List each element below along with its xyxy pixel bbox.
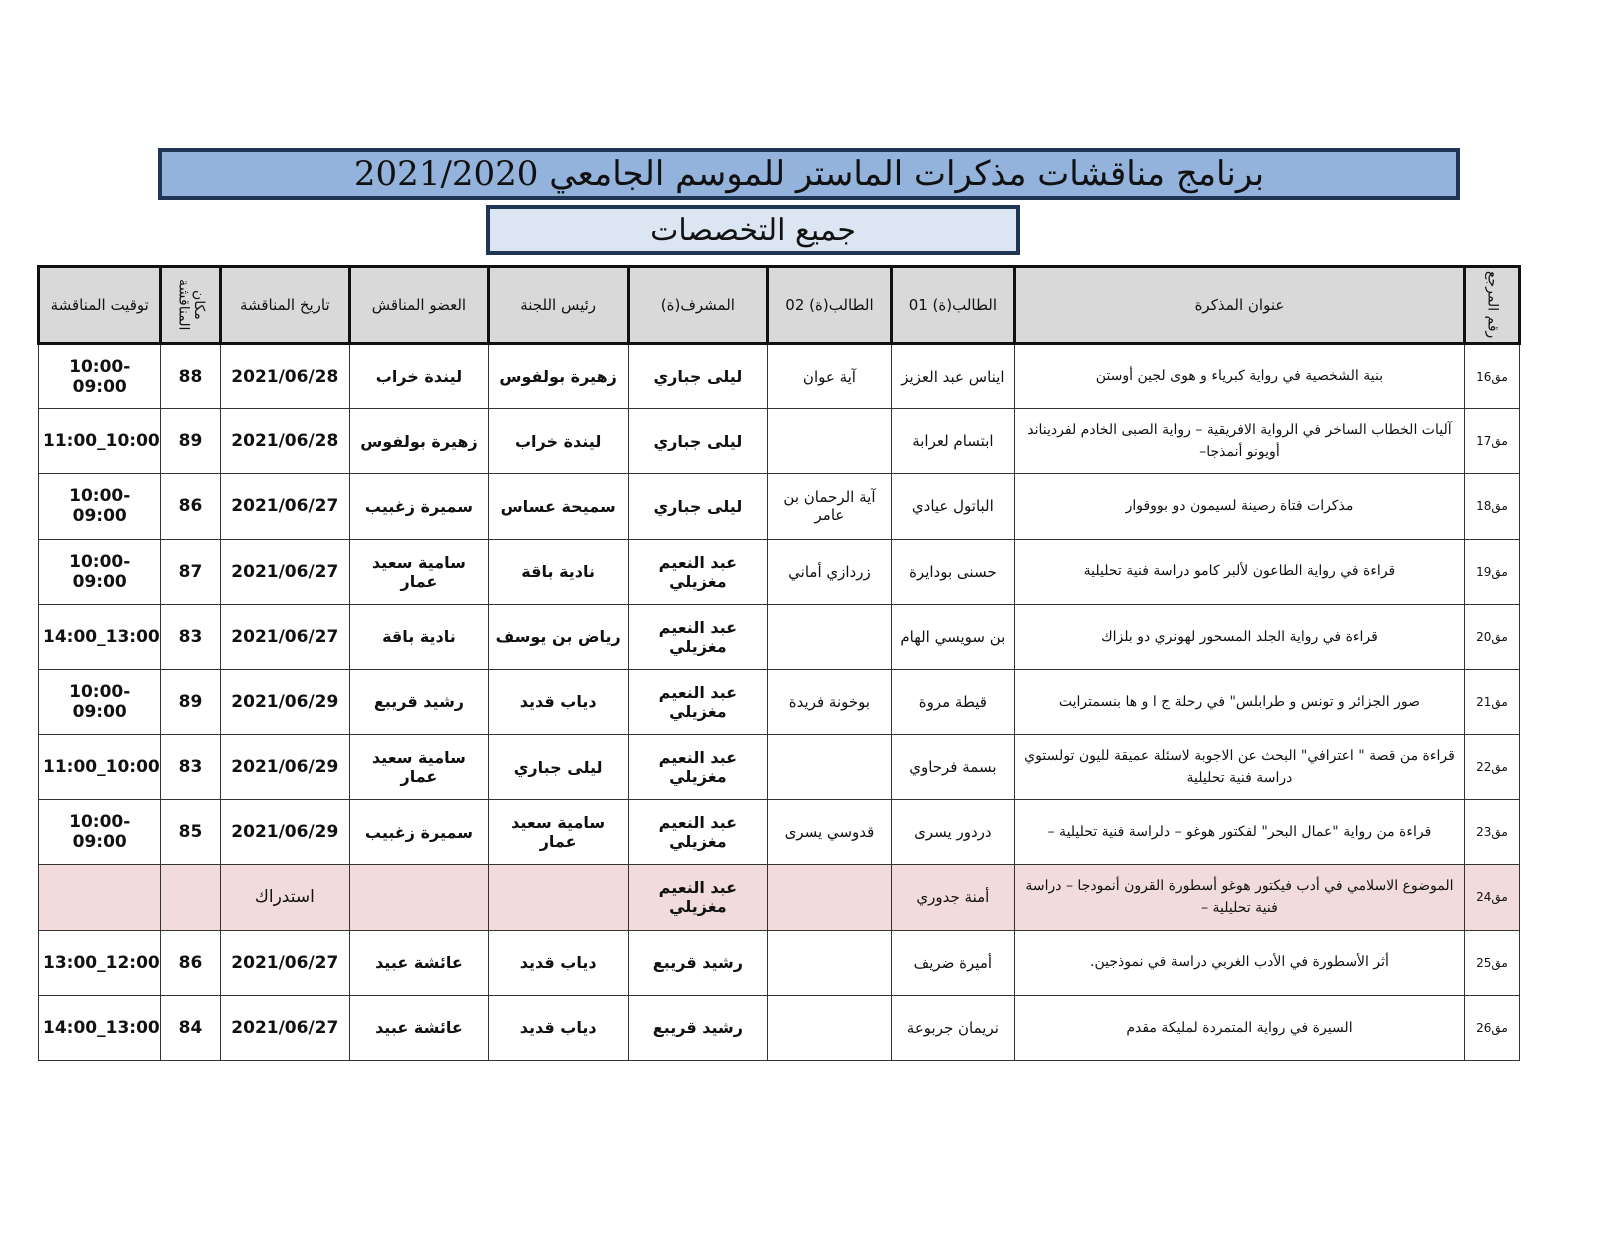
cell-date: 2021/06/27 xyxy=(220,930,350,995)
header-examiner: العضو المناقش xyxy=(350,267,489,344)
cell-examiner: سامية سعيد عمار xyxy=(350,539,489,604)
cell-chair: سامية سعيد عمار xyxy=(488,800,628,865)
cell-student1: ابتسام لعرابة xyxy=(891,409,1014,474)
cell-date: 2021/06/28 xyxy=(220,409,350,474)
cell-student2 xyxy=(768,995,891,1060)
cell-student2: بوخونة فريدة xyxy=(768,669,891,734)
cell-ref: مق26 xyxy=(1464,995,1519,1060)
table-row xyxy=(39,930,1520,995)
header-student1: الطالب(ة) 01 xyxy=(891,267,1014,344)
header-student2: الطالب(ة) 02 xyxy=(768,267,891,344)
cell-date: 2021/06/29 xyxy=(220,800,350,865)
cell-room: 83 xyxy=(161,604,220,669)
cell-thesis-title: السيرة في رواية المتمردة لمليكة مقدم xyxy=(1015,995,1465,1060)
cell-time: 13:00_12:00 xyxy=(39,930,161,995)
cell-thesis-title: قراءة في رواية الطاعون لألبر كامو دراسة فنية تحليلية xyxy=(1015,539,1465,604)
cell-supervisor: ليلى جباري xyxy=(628,409,768,474)
cell-thesis-title: آليات الخطاب الساخر في الرواية الافريقية – رواية الصبى الخادم لفرديناند أويونو أنمذجا– xyxy=(1015,409,1465,474)
cell-student1: أمنة جدوري xyxy=(891,865,1014,930)
table-row xyxy=(39,865,1520,930)
cell-time: 14:00_13:00 xyxy=(39,995,161,1060)
cell-date: 2021/06/27 xyxy=(220,539,350,604)
cell-student2: آية عوان xyxy=(768,344,891,409)
header-room: مكان المناقشة xyxy=(161,267,220,344)
cell-supervisor: رشيد قريبع xyxy=(628,995,768,1060)
cell-date: 2021/06/27 xyxy=(220,604,350,669)
cell-student1: حسنى بودايرة xyxy=(891,539,1014,604)
table-header-row xyxy=(39,267,1520,344)
table-row xyxy=(39,409,1520,474)
cell-chair: رياض بن يوسف xyxy=(488,604,628,669)
cell-student2 xyxy=(768,930,891,995)
schedule-table xyxy=(37,265,1521,1061)
cell-date: 2021/06/29 xyxy=(220,735,350,800)
cell-student1: قيطة مروة xyxy=(891,669,1014,734)
cell-room: 89 xyxy=(161,409,220,474)
cell-time: 10:00-09:00 xyxy=(39,474,161,539)
cell-student2: زردازي أماني xyxy=(768,539,891,604)
document-title xyxy=(158,148,1460,200)
table-row xyxy=(39,474,1520,539)
cell-time: 10:00-09:00 xyxy=(39,344,161,409)
cell-student1: بسمة فرحاوي xyxy=(891,735,1014,800)
cell-supervisor: عبد النعيم مغزيلي xyxy=(628,604,768,669)
table-row xyxy=(39,539,1520,604)
table-row xyxy=(39,604,1520,669)
cell-chair: ليلى جباري xyxy=(488,735,628,800)
table-row xyxy=(39,735,1520,800)
cell-chair: دياب قديد xyxy=(488,930,628,995)
cell-ref: مق19 xyxy=(1464,539,1519,604)
document-subtitle xyxy=(486,205,1020,255)
cell-chair: نادية باقة xyxy=(488,539,628,604)
cell-examiner: عائشة عبيد xyxy=(350,995,489,1060)
header-date: تاريخ المناقشة xyxy=(220,267,350,344)
cell-ref: مق18 xyxy=(1464,474,1519,539)
cell-room: 86 xyxy=(161,930,220,995)
table-body xyxy=(39,344,1520,1061)
cell-chair: زهيرة بولفوس xyxy=(488,344,628,409)
cell-examiner: عائشة عبيد xyxy=(350,930,489,995)
table-row xyxy=(39,344,1520,409)
cell-time: 11:00_10:00 xyxy=(39,409,161,474)
cell-thesis-title: أثر الأسطورة في الأدب الغربي دراسة في نموذجين. xyxy=(1015,930,1465,995)
cell-ref: مق24 xyxy=(1464,865,1519,930)
cell-thesis-title: صور الجزائر و تونس و طرابلس" في رحلة ج ا و ها بنسمترايت xyxy=(1015,669,1465,734)
cell-ref: مق23 xyxy=(1464,800,1519,865)
cell-thesis-title: الموضوع الاسلامي في أدب فيكتور هوغو أسطورة القرون أنمودجا – دراسة فنية تحليلية – xyxy=(1015,865,1465,930)
header-time: توقيت المناقشة xyxy=(39,267,161,344)
header-chair: رئيس اللجنة xyxy=(488,267,628,344)
cell-room: 84 xyxy=(161,995,220,1060)
cell-student1: دردور يسرى xyxy=(891,800,1014,865)
header-ref: رقم المرجع xyxy=(1464,267,1519,344)
cell-room: 86 xyxy=(161,474,220,539)
cell-examiner: زهيرة بولفوس xyxy=(350,409,489,474)
cell-student2 xyxy=(768,865,891,930)
cell-room: 85 xyxy=(161,800,220,865)
cell-date: 2021/06/27 xyxy=(220,995,350,1060)
cell-date: استدراك xyxy=(220,865,350,930)
cell-examiner: ليندة خراب xyxy=(350,344,489,409)
cell-thesis-title: قراءة من قصة " اعترافي" البحث عن الاجوبة لاسئلة عميقة لليون تولستوي دراسة فنية تحليلية xyxy=(1015,735,1465,800)
cell-chair xyxy=(488,865,628,930)
cell-room xyxy=(161,865,220,930)
document-subtitle-text: جميع التخصصات xyxy=(650,212,856,248)
cell-student1: ايناس عبد العزيز xyxy=(891,344,1014,409)
cell-time: 10:00-09:00 xyxy=(39,800,161,865)
cell-thesis-title: قراءة في رواية الجلد المسحور لهونري دو بلزاك xyxy=(1015,604,1465,669)
cell-examiner: نادية باقة xyxy=(350,604,489,669)
cell-student1: أميرة ضريف xyxy=(891,930,1014,995)
cell-ref: مق16 xyxy=(1464,344,1519,409)
table-row xyxy=(39,800,1520,865)
table-row xyxy=(39,995,1520,1060)
cell-room: 87 xyxy=(161,539,220,604)
header-supervisor: المشرف(ة) xyxy=(628,267,768,344)
cell-ref: مق22 xyxy=(1464,735,1519,800)
cell-chair: ليندة خراب xyxy=(488,409,628,474)
document-title-text: برنامج مناقشات مذكرات الماستر للموسم الجامعي 2021/2020 xyxy=(353,154,1265,194)
cell-student1: بن سويسي الهام xyxy=(891,604,1014,669)
cell-examiner: رشيد قريبع xyxy=(350,669,489,734)
cell-examiner: سميرة زغبيب xyxy=(350,800,489,865)
cell-student2: قدوسي يسرى xyxy=(768,800,891,865)
cell-examiner: سميرة زغبيب xyxy=(350,474,489,539)
cell-supervisor: ليلى جباري xyxy=(628,474,768,539)
cell-supervisor: عبد النعيم مغزيلي xyxy=(628,539,768,604)
cell-time: 11:00_10:00 xyxy=(39,735,161,800)
cell-student2 xyxy=(768,604,891,669)
cell-ref: مق17 xyxy=(1464,409,1519,474)
table-row xyxy=(39,669,1520,734)
cell-thesis-title: بنية الشخصية في رواية كبرياء و هوى لجين أوستن xyxy=(1015,344,1465,409)
cell-student2: آية الرحمان بن عامر xyxy=(768,474,891,539)
cell-date: 2021/06/27 xyxy=(220,474,350,539)
cell-student2 xyxy=(768,409,891,474)
cell-examiner: سامية سعيد عمار xyxy=(350,735,489,800)
cell-thesis-title: قراءة من رواية "عمال البحر" لفكتور هوغو – دلراسة فنية تحليلية – xyxy=(1015,800,1465,865)
cell-student1: نريمان جربوعة xyxy=(891,995,1014,1060)
cell-chair: دياب قديد xyxy=(488,669,628,734)
cell-chair: سميحة عساس xyxy=(488,474,628,539)
header-thesis-title: عنوان المذكرة xyxy=(1015,267,1465,344)
cell-student2 xyxy=(768,735,891,800)
cell-supervisor: عبد النعيم مغزيلي xyxy=(628,800,768,865)
cell-supervisor: عبد النعيم مغزيلي xyxy=(628,735,768,800)
cell-room: 88 xyxy=(161,344,220,409)
cell-room: 83 xyxy=(161,735,220,800)
cell-examiner xyxy=(350,865,489,930)
cell-supervisor: عبد النعيم مغزيلي xyxy=(628,669,768,734)
cell-supervisor: رشيد قريبع xyxy=(628,930,768,995)
cell-supervisor: عبد النعيم مغزيلي xyxy=(628,865,768,930)
cell-time: 10:00-09:00 xyxy=(39,539,161,604)
cell-time: 14:00_13:00 xyxy=(39,604,161,669)
cell-student1: الباتول عيادي xyxy=(891,474,1014,539)
cell-time xyxy=(39,865,161,930)
cell-time: 10:00-09:00 xyxy=(39,669,161,734)
cell-room: 89 xyxy=(161,669,220,734)
cell-chair: دياب قديد xyxy=(488,995,628,1060)
cell-ref: مق25 xyxy=(1464,930,1519,995)
cell-ref: مق21 xyxy=(1464,669,1519,734)
cell-supervisor: ليلى جباري xyxy=(628,344,768,409)
cell-date: 2021/06/29 xyxy=(220,669,350,734)
cell-date: 2021/06/28 xyxy=(220,344,350,409)
cell-thesis-title: مذكرات فتاة رصينة لسيمون دو بووفوار xyxy=(1015,474,1465,539)
cell-ref: مق20 xyxy=(1464,604,1519,669)
